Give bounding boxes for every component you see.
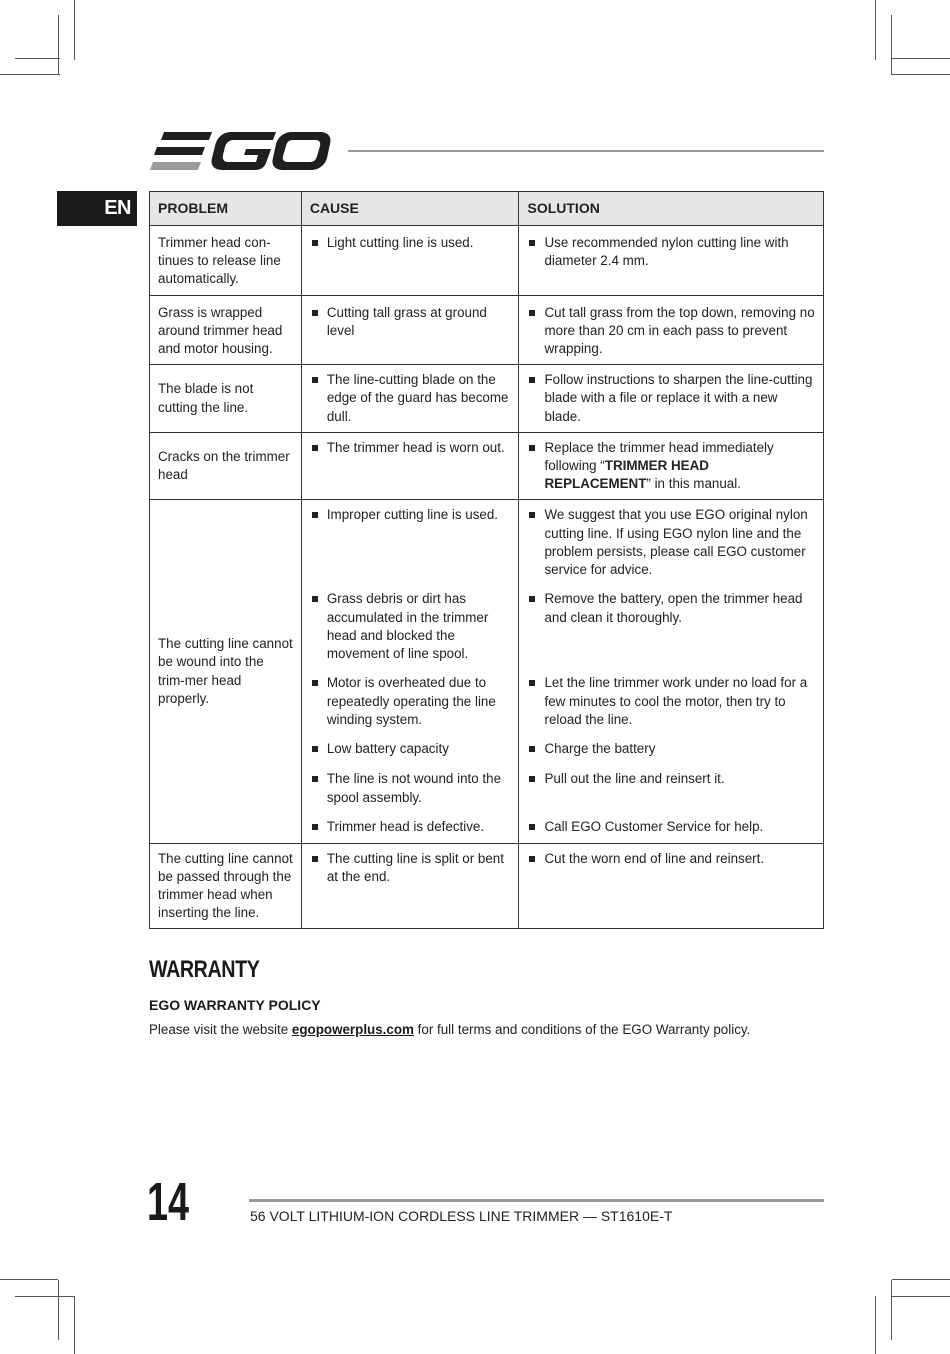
problem-cell: Cracks on the trimmer head: [150, 432, 302, 500]
problem-cell: Grass is wrapped around trimmer head and motor housing.: [150, 295, 302, 365]
solution-cell: [519, 500, 824, 843]
header-rule: [348, 150, 824, 152]
page-number: 14: [147, 1172, 190, 1232]
crop-mark: [891, 1280, 892, 1340]
list-item: Follow instructions to sharpen the line-cutting blade with a file or replace it with a new blade.: [527, 371, 815, 426]
crop-mark: [58, 15, 59, 75]
list-item: Light cutting line is used.: [310, 234, 511, 252]
crop-mark: [58, 1280, 59, 1340]
crop-mark: [74, 0, 75, 60]
crop-mark: [892, 58, 950, 59]
section-subtitle: EGO WARRANTY POLICY: [149, 997, 321, 1013]
list-item: The line is not wound into the spool assembly.: [310, 770, 511, 818]
crop-mark: [892, 1296, 950, 1297]
list-item: Charge the battery: [527, 740, 815, 770]
solution-cell: [519, 226, 824, 296]
ego-logo: [150, 130, 332, 172]
list-item: Replace the trimmer head immediately following “TRIMMER HEAD REPLACEMENT” in this manual.: [527, 439, 815, 494]
crop-mark: [891, 15, 892, 75]
cause-cell: [301, 295, 519, 365]
list-item: The line-cutting blade on the edge of the guard has become dull.: [310, 371, 511, 426]
list-item: The trimmer head is worn out.: [310, 439, 511, 457]
problem-cell: Trimmer head con-tinues to release line automatically.: [150, 226, 302, 296]
list-item: Let the line trimmer work under no load for a few minutes to cool the motor, then try to reload the line.: [527, 674, 815, 740]
table-row: [150, 500, 824, 843]
cause-cell: [301, 365, 519, 433]
problem-cell: The cutting line cannot be wound into the trim-mer head properly.: [150, 500, 302, 843]
list-item: Trimmer head is defective.: [310, 818, 511, 836]
header-solution: SOLUTION: [519, 192, 824, 226]
table-row: [150, 226, 824, 296]
crop-mark: [875, 0, 876, 60]
list-item: Cut the worn end of line and reinsert.: [527, 850, 815, 868]
crop-mark: [74, 1296, 75, 1354]
troubleshooting-table: [149, 191, 824, 929]
header-cause: CAUSE: [301, 192, 519, 226]
table-row: [150, 843, 824, 929]
table-header-row: [150, 192, 824, 226]
solution-cell: [519, 365, 824, 433]
crop-mark: [892, 74, 950, 75]
language-tab: EN: [57, 191, 137, 226]
cause-cell: [301, 843, 519, 929]
table-row: [150, 432, 824, 500]
list-item: We suggest that you use EGO original nylon cutting line. If using EGO nylon line and the problem persists, please call EGO customer service for advice.: [527, 506, 815, 590]
header-problem: PROBLEM: [150, 192, 302, 226]
crop-mark: [875, 1296, 876, 1354]
table-row: [150, 295, 824, 365]
solution-cell: [519, 432, 824, 500]
crop-mark: [15, 58, 60, 59]
list-item: Call EGO Customer Service for help.: [527, 818, 815, 836]
cause-cell: [301, 500, 519, 843]
crop-mark: [892, 1279, 950, 1280]
list-item: Improper cutting line is used.: [310, 506, 511, 590]
section-title: WARRANTY: [149, 956, 260, 983]
list-item: Pull out the line and reinsert it.: [527, 770, 815, 818]
solution-cell: [519, 843, 824, 929]
crop-mark: [15, 1296, 75, 1297]
website-link[interactable]: egopowerplus.com: [291, 1022, 414, 1037]
list-item: Grass debris or dirt has accumulated in the trimmer head and blocked the movement of line spool.: [310, 590, 511, 674]
list-item: Cutting tall grass at ground level: [310, 304, 511, 340]
list-item: Motor is overheated due to repeatedly operating the line winding system.: [310, 674, 511, 740]
cause-cell: [301, 226, 519, 296]
table-row: [150, 365, 824, 433]
warranty-paragraph: Please visit the website egopowerplus.com for full terms and conditions of the EGO Warranty policy.: [149, 1022, 751, 1037]
crop-mark: [0, 1279, 58, 1280]
crop-mark: [0, 74, 60, 75]
list-item: Remove the battery, open the trimmer head and clean it thoroughly.: [527, 590, 815, 674]
list-item: Cut tall grass from the top down, removing no more than 20 cm in each pass to prevent wrapping.: [527, 304, 815, 359]
list-item: The cutting line is split or bent at the end.: [310, 850, 511, 886]
problem-cell: The blade is not cutting the line.: [150, 365, 302, 433]
list-item: Use recommended nylon cutting line with diameter 2.4 mm.: [527, 234, 815, 270]
problem-cell: The cutting line cannot be passed through the trimmer head when inserting the line.: [150, 843, 302, 929]
solution-cell: [519, 295, 824, 365]
cause-cell: [301, 432, 519, 500]
footer-rule: [249, 1199, 824, 1202]
footer-product-name: 56 VOLT LITHIUM-ION CORDLESS LINE TRIMMER — ST1610E-T: [250, 1208, 673, 1224]
list-item: Low battery capacity: [310, 740, 511, 770]
